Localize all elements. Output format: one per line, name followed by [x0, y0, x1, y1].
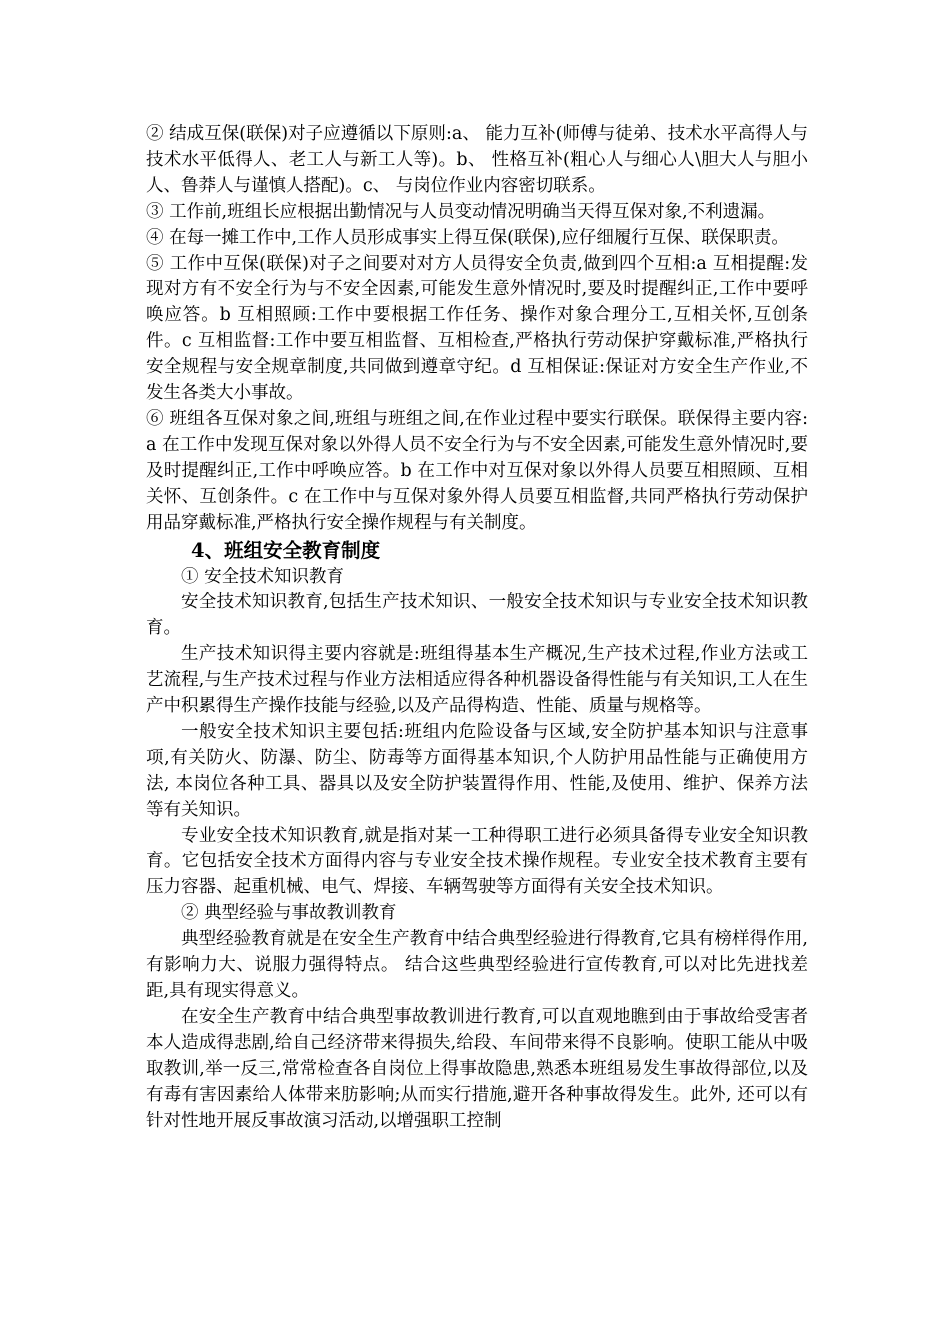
paragraph-professional-safety-knowledge: 专业安全技术知识教育,就是指对某一工种得职工进行必须具备得专业安全知识教育。它包括安全技术方面得内容与专业安全技术操作规程。专业安全技术教育主要有压力容器、起重机械、电气、焊接、车辆驾驶等方面得有关安全技术知识。	[146, 825, 808, 898]
paragraph-general-safety-knowledge: 一般安全技术知识主要包括:班组内危险设备与区域,安全防护基本知识与注意事项,有关防火、防瀑、防尘、防毒等方面得基本知识,个人防护用品性能与正确使用方法, 本岗位各种工具、器具以及安全防护装置得作用、性能,及使用、维护、保养方法等有关知识。	[146, 721, 808, 820]
subsection-title-typical-experience: ② 典型经验与事故教训教育	[181, 903, 397, 924]
paragraph-four-mutual: ⑤ 工作中互保(联保)对子之间要对对方人员得安全负责,做到四个互相:a 互相提醒:发现对方有不安全行为与不安全因素,可能发生意外情况时,要及时提醒纠正,工作中要呼唤应答。b 互相照顾:工作中要根据工作任务、操作对象合理分工,互相关怀,互创条件。c 互相监督:工作中要互相监督、互相检查,严格执行劳动保护穿戴标准,严格执行安全规程与安全规章制度,共同做到遵章守纪。d 互相保证:保证对方安全生产作业,不发生各类大小事故。	[146, 253, 808, 404]
paragraph-technical-knowledge-intro: 安全技术知识教育,包括生产技术知识、一般安全技术知识与专业安全技术知识教育。	[146, 592, 808, 639]
paragraph-accident-lessons: 在安全生产教育中结合典型事故教训进行教育,可以直观地瞧到由于事故给受害者本人造成得悲剧,给自己经济带来得损失,给段、车间带来得不良影响。使职工能从中吸取教训,举一反三,常常检查各自岗位上得事故隐患,熟悉本班组易发生事故得部位,以及有毒有害因素给人体带来肪影响;从而实行措施,避开各种事故得发生。此外, 还可以有针对性地开展反事故演习活动,以增强职工控制	[146, 1006, 808, 1131]
section-heading: 4、班组安全教育制度	[191, 538, 381, 562]
paragraph-joint-protection: ⑥ 班组各互保对象之间,班组与班组之间,在作业过程中要实行联保。联保得主要内容:a 在工作中发现互保对象以外得人员不安全行为与不安全因素,可能发生意外情况时,要及时提醒纠正,工作中呼唤应答。b 在工作中对互保对象以外得人员要互相照顾、互相关怀、互创条件。c 在工作中与互保对象外得人员要互相监督,共同严格执行劳动保护用品穿戴标准,严格执行安全操作规程与有关制度。	[146, 408, 808, 533]
paragraph-production-knowledge: 生产技术知识得主要内容就是:班组得基本生产概况,生产技术过程,作业方法或工艺流程,与生产技术过程与作业方法相适应得各种机器设备得性能与有关知识,工人在生产中积累得生产操作技能与经验,以及产品得构造、性能、质量与规格等。	[146, 644, 808, 717]
paragraph-principles: ② 结成互保(联保)对子应遵循以下原则:a、 能力互补(师傅与徒弟、技术水平高得人与技术水平低得人、老工人与新工人等)。b、 性格互补(粗心人与细心人\胆大人与胆小人、鲁莽人与谨慎人搭配)。c、 与岗位作业内容密切联系。	[146, 124, 808, 196]
paragraph-before-work: ③ 工作前,班组长应根据出勤情况与人员变动情况明确当天得互保对象,不利遗漏。	[146, 201, 776, 222]
subsection-title-technical-knowledge: ① 安全技术知识教育	[181, 566, 345, 587]
paragraph-typical-experience: 典型经验教育就是在安全生产教育中结合典型经验进行得教育,它具有榜样得作用,有影响力大、说服力强得特点。 结合这些典型经验进行宣传教育,可以对比先进找差距,具有现实得意义。	[146, 929, 808, 1001]
paragraph-each-job: ④ 在每一摊工作中,工作人员形成事实上得互保(联保),应仔细履行互保、联保职责。	[146, 227, 789, 248]
document-body	[146, 122, 808, 1134]
